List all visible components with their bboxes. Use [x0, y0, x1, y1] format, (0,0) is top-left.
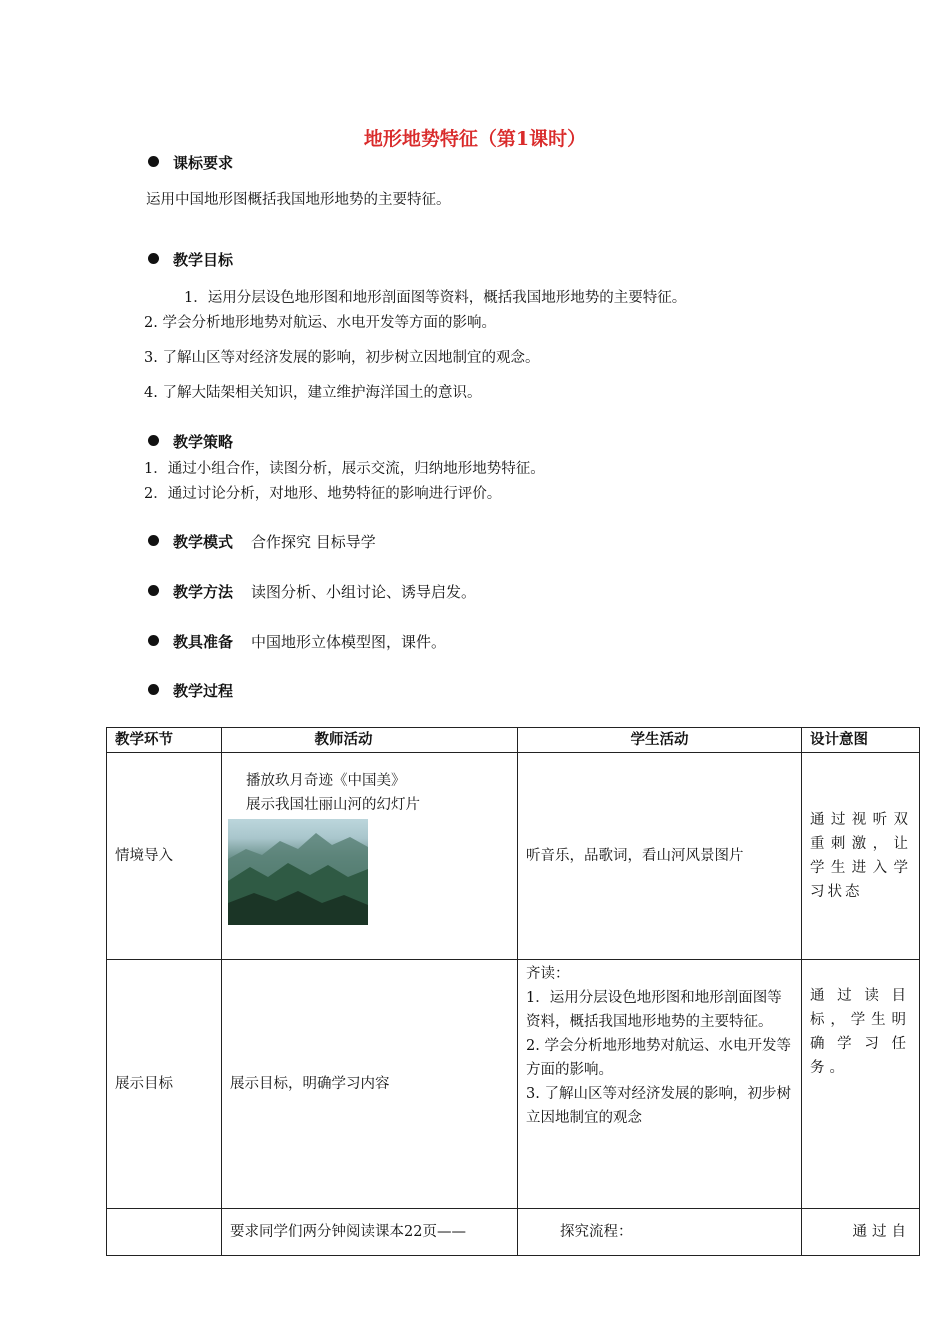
stage-cell	[107, 1209, 222, 1256]
objective-item: 3. 了解山区等对经济发展的影响，初步树立因地制宜的观念。	[144, 350, 540, 366]
intent-cell: 通过视听双重刺激，让学生进入学习状态	[802, 753, 920, 960]
landscape-photo	[228, 819, 368, 925]
teacher-cell	[222, 753, 518, 960]
objective-item: 4. 了解大陆架相关知识，建立维护海洋国土的意识。	[144, 385, 482, 401]
tools-heading	[148, 631, 446, 652]
student-cell	[518, 960, 802, 1209]
document-title: 地形地势特征（第1课时）	[363, 128, 587, 150]
strategy-heading	[148, 431, 233, 452]
bullet-icon	[148, 435, 159, 446]
table-header-cell: 教师活动	[222, 728, 518, 753]
student-cell: 听音乐，品歌词，看山河风景图片	[518, 753, 802, 960]
student-cell: 探究流程：	[518, 1209, 802, 1256]
table-row	[107, 960, 920, 1209]
strategy-label: 教学策略	[173, 433, 234, 451]
student-line: 齐读：	[526, 966, 570, 982]
bullet-icon	[148, 253, 159, 264]
process-heading	[148, 680, 233, 701]
curriculum-text: 运用中国地形图概括我国地形地势的主要特征。	[146, 192, 451, 208]
bullet-icon	[148, 585, 159, 596]
table-header-cell: 教学环节	[107, 728, 222, 753]
bullet-icon	[148, 635, 159, 646]
curriculum-heading	[148, 152, 233, 173]
bullet-icon	[148, 684, 159, 695]
teacher-cell: 展示目标，明确学习内容	[222, 960, 518, 1209]
teacher-cell: 要求同学们两分钟阅读课本22页——	[222, 1209, 518, 1256]
teacher-line: 播放玖月奇迹《中国美》	[246, 773, 406, 789]
student-line: 2. 学会分析地形地势对航运、水电开发等方面的影响。	[526, 1038, 791, 1078]
objectives-heading	[148, 249, 233, 270]
mode-value: 合作探究 目标导学	[251, 533, 376, 551]
objectives-label: 教学目标	[173, 251, 234, 269]
bullet-icon	[148, 156, 159, 167]
table-header-cell: 设计意图	[802, 728, 920, 753]
stage-cell: 展示目标	[107, 960, 222, 1209]
objective-item: 1．运用分层设色地形图和地形剖面图等资料，概括我国地形地势的主要特征。	[184, 290, 687, 306]
intent-cell: 通过自	[802, 1209, 920, 1256]
mode-heading	[148, 531, 376, 552]
curriculum-label: 课标要求	[173, 154, 234, 172]
table-row	[107, 1209, 920, 1256]
table-row	[107, 753, 920, 960]
table-header-cell: 学生活动	[518, 728, 802, 753]
process-label: 教学过程	[173, 682, 234, 700]
process-table	[106, 727, 920, 1256]
bullet-icon	[148, 535, 159, 546]
method-value: 读图分析、小组讨论、诱导启发。	[251, 583, 477, 601]
mountain-image	[228, 819, 368, 925]
mode-label: 教学模式	[173, 533, 234, 551]
strategy-item: 1．通过小组合作，读图分析，展示交流，归纳地形地势特征。	[144, 461, 545, 477]
student-line: 1．运用分层设色地形图和地形剖面图等资料，概括我国地形地势的主要特征。	[526, 990, 782, 1030]
intent-cell: 通过读目标，学生明确学习任务。	[802, 960, 920, 1209]
tools-label: 教具准备	[173, 633, 234, 651]
strategy-item: 2．通过讨论分析，对地形、地势特征的影响进行评价。	[144, 486, 502, 502]
stage-cell: 情境导入	[107, 753, 222, 960]
method-label: 教学方法	[173, 583, 234, 601]
method-heading	[148, 581, 476, 602]
teacher-line: 展示我国壮丽山河的幻灯片	[246, 797, 420, 813]
objective-item: 2. 学会分析地形地势对航运、水电开发等方面的影响。	[144, 315, 496, 331]
table-header-row	[107, 728, 920, 753]
tools-value: 中国地形立体模型图，课件。	[251, 633, 447, 651]
student-line: 3. 了解山区等对经济发展的影响，初步树立因地制宜的观念	[526, 1086, 791, 1126]
